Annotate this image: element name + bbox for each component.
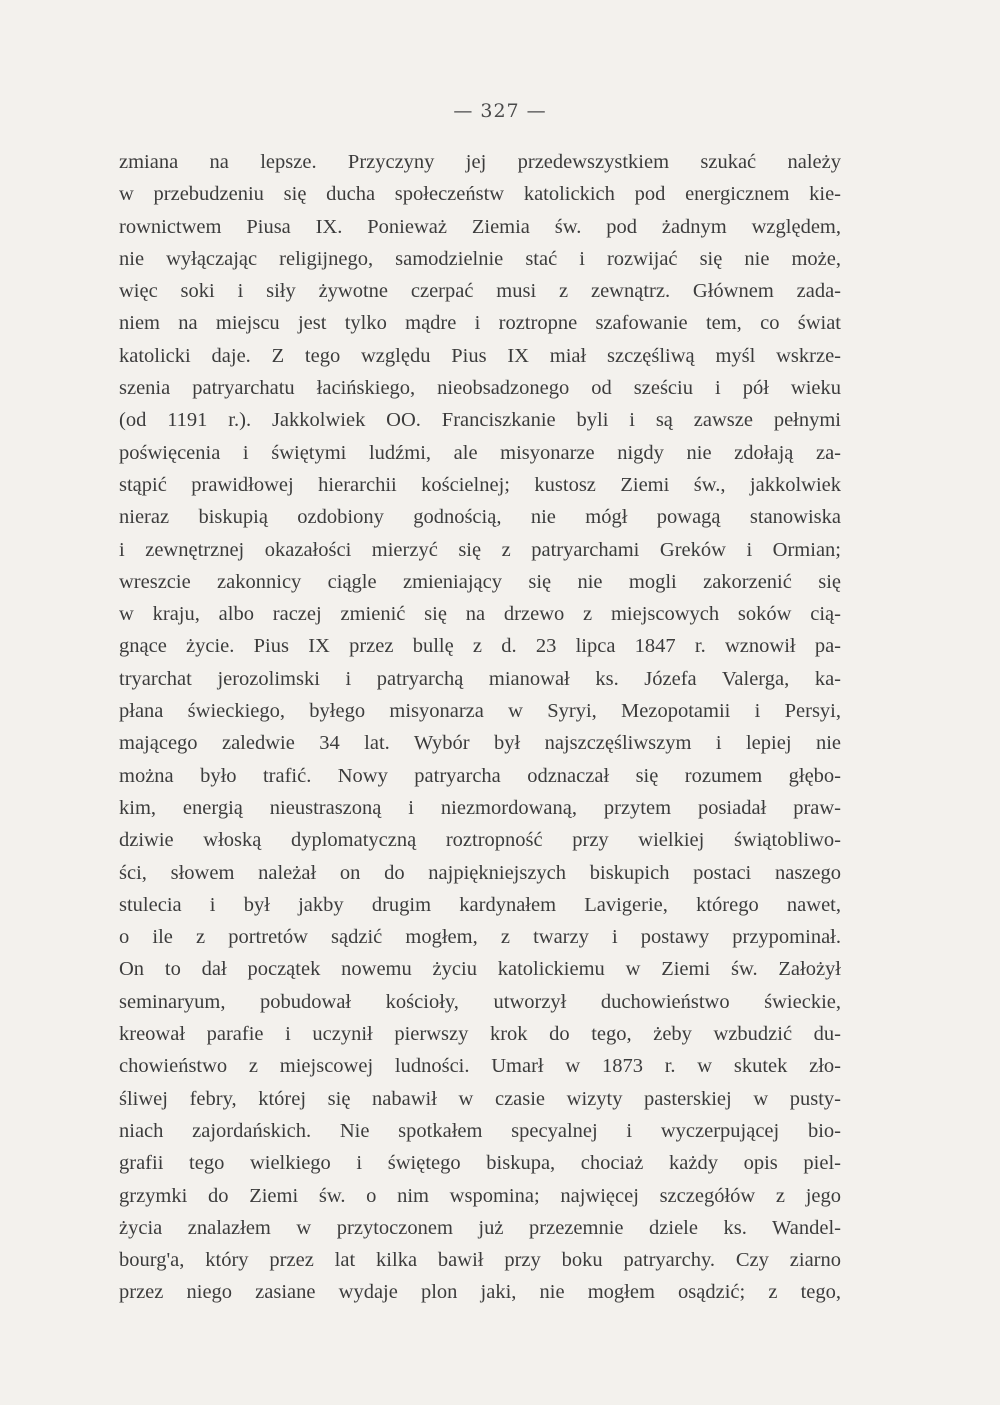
text-line: dziwie włoską dyplomatyczną roztropność przy wielkiej świątobliwo- [119, 829, 841, 852]
text-line: śliwej febry, której się nabawił w czasie wizyty pasterskiej w pusty- [119, 1087, 841, 1110]
text-line: gnące życie. Pius IX przez bullę z d. 23 lipca 1847 r. wznowił pa- [119, 635, 841, 658]
text-line: można było trafić. Nowy patryarcha odznaczał się rozumem głębo- [119, 764, 841, 787]
text-line: zmiana na lepsze. Przyczyny jej przedewszystkiem szukać należy [119, 151, 841, 173]
text-line: kim, energią nieustraszoną i niezmordowaną, przytem posiadał praw- [119, 796, 841, 819]
text-line: stulecia i był jakby drugim kardynałem Lavigerie, którego nawet, [119, 893, 841, 916]
text-line: poświęcenia i świętymi ludźmi, ale misyonarze nigdy nie zdołają za- [119, 441, 841, 464]
text-line: w kraju, albo raczej zmienić się na drzewo z miejscowych soków cią- [119, 603, 841, 626]
text-line: nieraz biskupią ozdobiony godnością, nie mógł powagą stanowiska [119, 506, 841, 529]
text-line: o ile z portretów sądzić mogłem, z twarzy i postawy przypominał. [119, 926, 841, 949]
text-line: stąpić prawidłowej hierarchii kościelnej; kustosz Ziemi św., jakkolwiek [119, 473, 841, 496]
text-line: szenia patryarchatu łacińskiego, nieobsadzonego od sześciu i pół wieku [119, 377, 841, 400]
text-line: niem na miejscu jest tylko mądre i roztropne szafowanie tem, co świat [119, 312, 841, 335]
body-text [119, 146, 841, 1309]
text-line: grafii tego wielkiego i świętego biskupa, chociaż każdy opis piel- [119, 1152, 841, 1175]
text-line: życia znalazłem w przytoczonem już przezemnie dziele ks. Wandel- [119, 1216, 841, 1239]
text-line: tryarchat jerozolimski i patryarchą mianował ks. Józefa Valerga, ka- [119, 667, 841, 690]
text-line: w przebudzeniu się ducha społeczeństw katolickich pod energicznem kie- [119, 183, 841, 206]
text-line: On to dał początek nowemu życiu katolickiemu w Ziemi św. Założył [119, 958, 841, 981]
text-line: bourg'a, który przez lat kilka bawił przy boku patryarchy. Czy ziarno [119, 1249, 841, 1272]
text-line: przez niego zasiane wydaje plon jaki, nie mogłem osądzić; z tego, [119, 1281, 841, 1304]
text-line: więc soki i siły żywotne czerpać musi z zewnątrz. Głównem zada- [119, 280, 841, 303]
text-line: i zewnętrznej okazałości mierzyć się z patryarchami Greków i Ormian; [119, 538, 841, 561]
text-line: katolicki daje. Z tego względu Pius IX miał szczęśliwą myśl wskrze- [119, 344, 841, 367]
text-line: chowieństwo z miejscowej ludności. Umarł w 1873 r. w skutek zło- [119, 1055, 841, 1078]
text-line: ści, słowem należał on do najpiękniejszych biskupich postaci naszego [119, 861, 841, 884]
text-line: kreował parafie i uczynił pierwszy krok do tego, żeby wzbudzić du- [119, 1023, 841, 1046]
text-line: płana świeckiego, byłego misyonarza w Syryi, Mezopotamii i Persyi, [119, 700, 841, 723]
text-line: seminaryum, pobudował kościoły, utworzył duchowieństwo świeckie, [119, 990, 841, 1013]
text-line: (od 1191 r.). Jakkolwiek OO. Franciszkanie byli i są zawsze pełnymi [119, 409, 841, 432]
text-line: mającego zaledwie 34 lat. Wybór był najszczęśliwszym i lepiej nie [119, 732, 841, 755]
text-line: rownictwem Piusa IX. Ponieważ Ziemia św. pod żadnym względem, [119, 215, 841, 238]
text-line: grzymki do Ziemi św. o nim wspomina; najwięcej szczegółów z jego [119, 1184, 841, 1207]
text-line: nie wyłączając religijnego, samodzielnie stać i rozwijać się nie może, [119, 247, 841, 270]
text-line: niach zajordańskich. Nie spotkałem specyalnej i wyczerpującej bio- [119, 1119, 841, 1142]
page-number: — 327 — [453, 100, 547, 122]
text-line: wreszcie zakonnicy ciągle zmieniający się nie mogli zakorzenić się [119, 570, 841, 593]
